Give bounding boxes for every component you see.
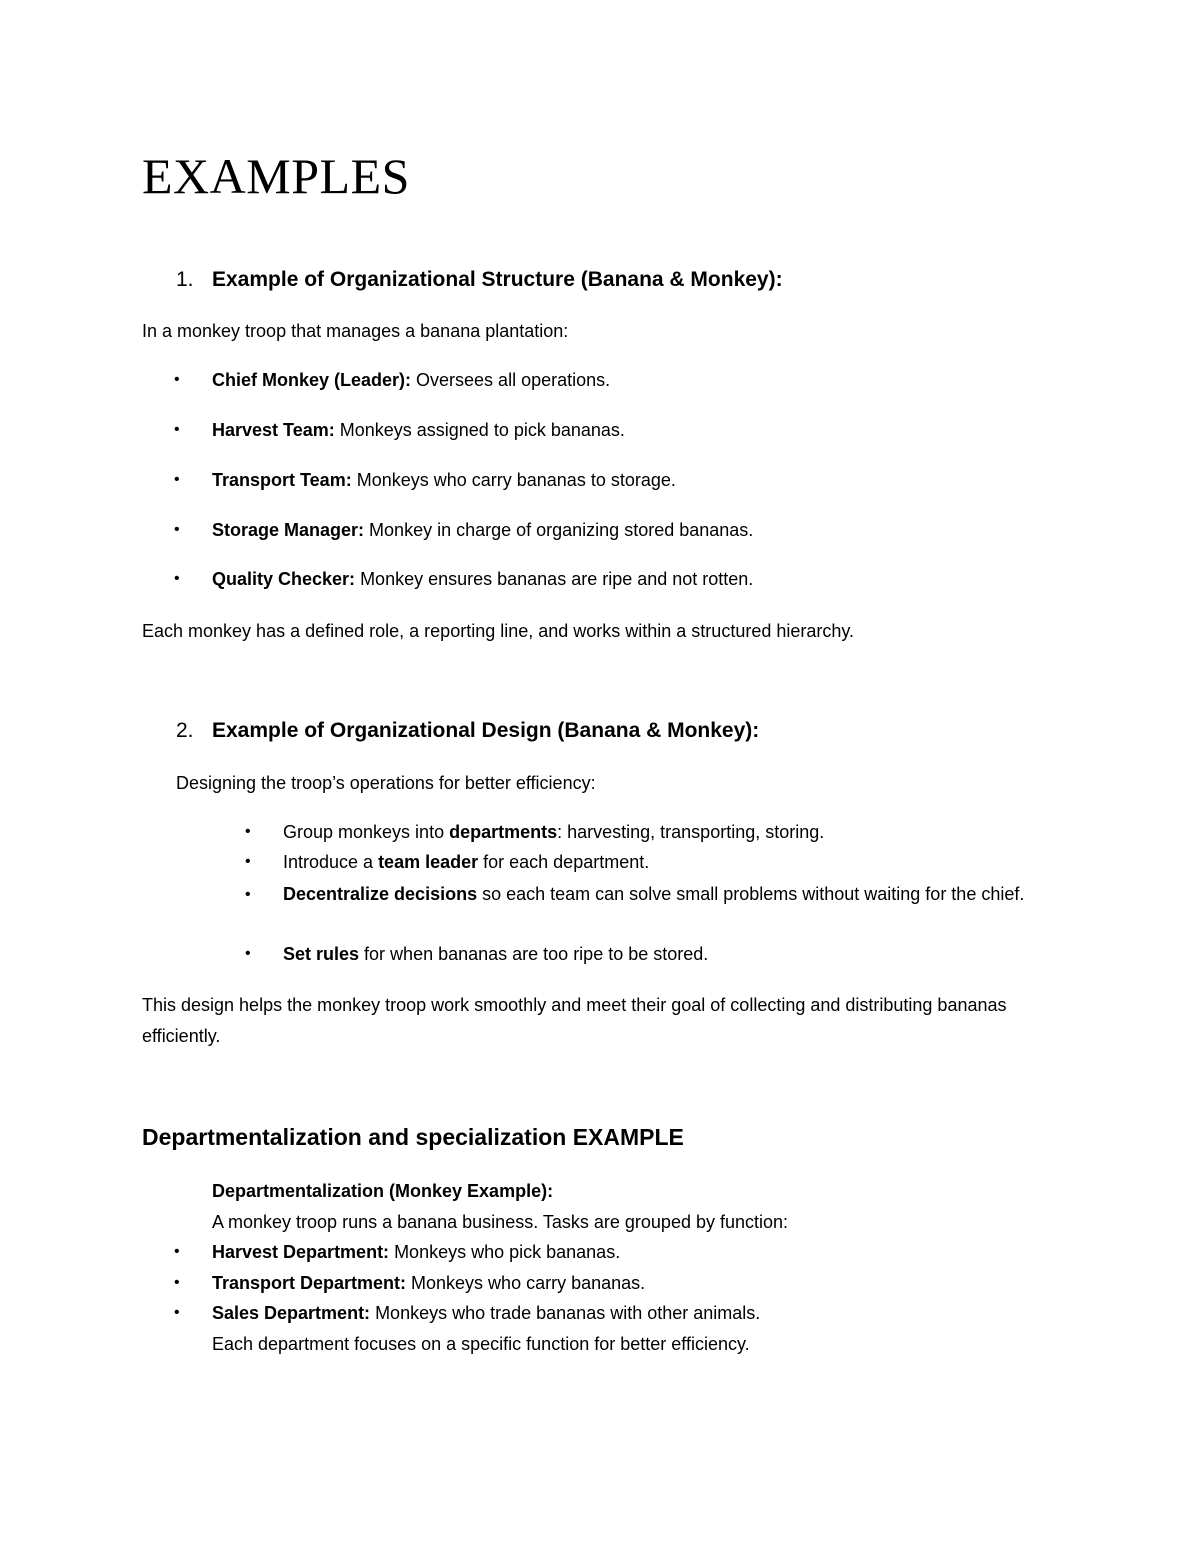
bullet-icon: • [245,945,251,962]
list-item [174,367,611,393]
section1-intro: In a monkey troop that manages a banana plantation: [142,321,569,341]
list-item [174,1300,761,1326]
list-item-term: Decentralize decisions [283,884,478,904]
list-item-term: Harvest Team: [212,420,335,440]
list-item-prefix: Introduce a [283,852,379,872]
list-item-text: Monkeys who carry bananas. [406,1273,646,1293]
section1-closing: Each monkey has a defined role, a reporting line, and works within a structured hierarchy. [142,621,855,641]
section2-intro: Designing the troop’s operations for better efficiency: [176,773,596,793]
section3-intro: A monkey troop runs a banana business. Tasks are grouped by function: [212,1212,789,1232]
list-item [174,417,625,443]
list-item-term: departments [449,822,558,842]
section2-heading-text: Example of Organizational Design (Banana & Monkey): [212,719,760,742]
list-item-term: Transport Department: [212,1273,407,1293]
bullet-icon: • [174,371,180,388]
section2-number: 2. [176,719,194,742]
list-item-text: Monkeys who pick bananas. [389,1242,621,1262]
bullet-icon: • [245,886,251,903]
list-item-term: Quality Checker: [212,569,356,589]
list-item-prefix: Group monkeys into [283,822,450,842]
page-title: EXAMPLES [142,148,410,204]
bullet-icon: • [174,1274,180,1291]
list-item-text: Monkeys who carry bananas to storage. [351,470,676,490]
bullet-icon: • [174,1304,180,1321]
list-item-text: : harvesting, transporting, storing. [557,822,825,842]
list-item [174,1270,646,1296]
section3-subheading: Departmentalization (Monkey Example): [212,1181,554,1201]
section1-heading-text: Example of Organizational Structure (Banana & Monkey): [212,268,783,291]
list-item-term: Transport Team: [212,470,352,490]
list-item [245,849,650,875]
list-item [174,517,754,543]
list-item-text: for when bananas are too ripe to be stored. [359,944,709,964]
list-item-text: for each department. [478,852,650,872]
list-item-term: team leader [378,852,479,872]
list-item [174,566,754,592]
list-item [174,1239,621,1265]
list-item [245,880,1043,909]
list-item [245,941,709,967]
list-item-text: so each team can solve small problems without waiting for the chief. [477,884,1025,904]
section1-number: 1. [176,268,194,291]
bullet-icon: • [174,570,180,587]
list-item-text: Monkeys assigned to pick bananas. [334,420,625,440]
list-item-text: Monkey ensures bananas are ripe and not rotten. [355,569,754,589]
bullet-icon: • [245,823,251,840]
list-item-term: Set rules [283,944,360,964]
list-item-term: Harvest Department: [212,1242,390,1262]
section3-closing: Each department focuses on a specific function for better efficiency. [212,1334,750,1354]
section3-heading: Departmentalization and specialization EXAMPLE [142,1124,684,1150]
list-item-text: Monkeys who trade bananas with other animals. [370,1303,761,1323]
bullet-icon: • [174,471,180,488]
section2-closing: This design helps the monkey troop work smoothly and meet their goal of collecting and distributing bananas efficiently. [142,995,1007,1046]
list-item-text: Monkey in charge of organizing stored bananas. [364,520,754,540]
bullet-icon: • [174,421,180,438]
list-item [174,467,676,493]
list-item-term: Storage Manager: [212,520,365,540]
list-item-text: Oversees all operations. [411,370,611,390]
section2-heading [176,717,759,745]
bullet-icon: • [174,521,180,538]
section1-heading [176,266,783,294]
bullet-icon: • [174,1243,180,1260]
list-item-term: Chief Monkey (Leader): [212,370,412,390]
list-item [245,819,825,845]
list-item-term: Sales Department: [212,1303,371,1323]
bullet-icon: • [245,853,251,870]
